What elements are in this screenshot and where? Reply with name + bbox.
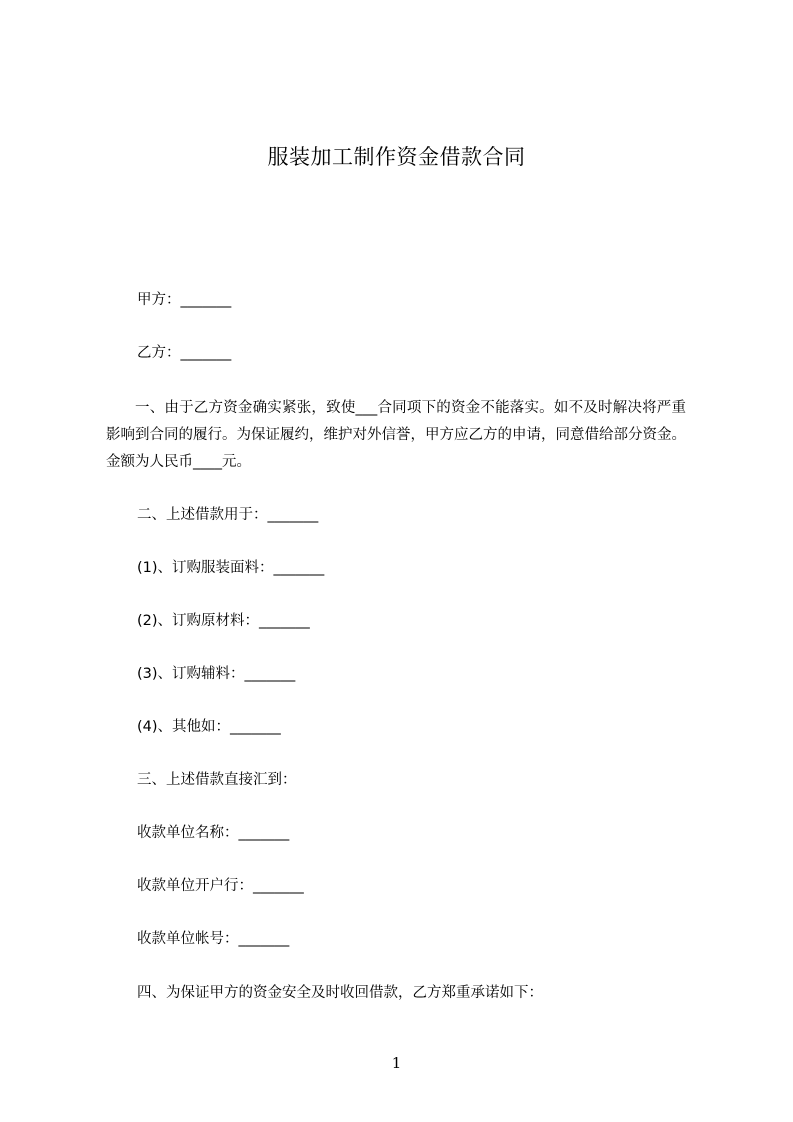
item-2-line: (2)、订购原材料：_______ (137, 613, 310, 629)
document-title: 服装加工制作资金借款合同 (267, 145, 526, 169)
payee-bank-line: 收款单位开户行：_______ (137, 878, 304, 894)
party-a-line: 甲方：_______ (137, 292, 232, 308)
item-1-line: (1)、订购服装面料：_______ (137, 560, 325, 576)
item-3-line: (3)、订购辅料：_______ (137, 666, 296, 682)
item-4-line: (4)、其他如：_______ (137, 719, 281, 735)
clause-2-line: 二、上述借款用于：_______ (137, 507, 319, 523)
clause-1-paragraph: 一、由于乙方资金确实紧张，致使___合同项下的资金不能落实。如不及时解决将严重影响到合同的履行。为保证履约，维护对外信誉，甲方应乙方的申请，同意借给部分资金。金额为人民币____元。 (106, 400, 686, 470)
party-b-line: 乙方：_______ (137, 345, 232, 361)
payee-name-line: 收款单位名称：_______ (137, 825, 290, 841)
payee-account-line: 收款单位帐号：_______ (137, 931, 290, 947)
page-number: 1 (391, 1054, 402, 1072)
clause-3-line: 三、上述借款直接汇到： (137, 772, 297, 788)
clause-4-line: 四、为保证甲方的资金安全及时收回借款，乙方郑重承诺如下： (137, 985, 543, 1001)
